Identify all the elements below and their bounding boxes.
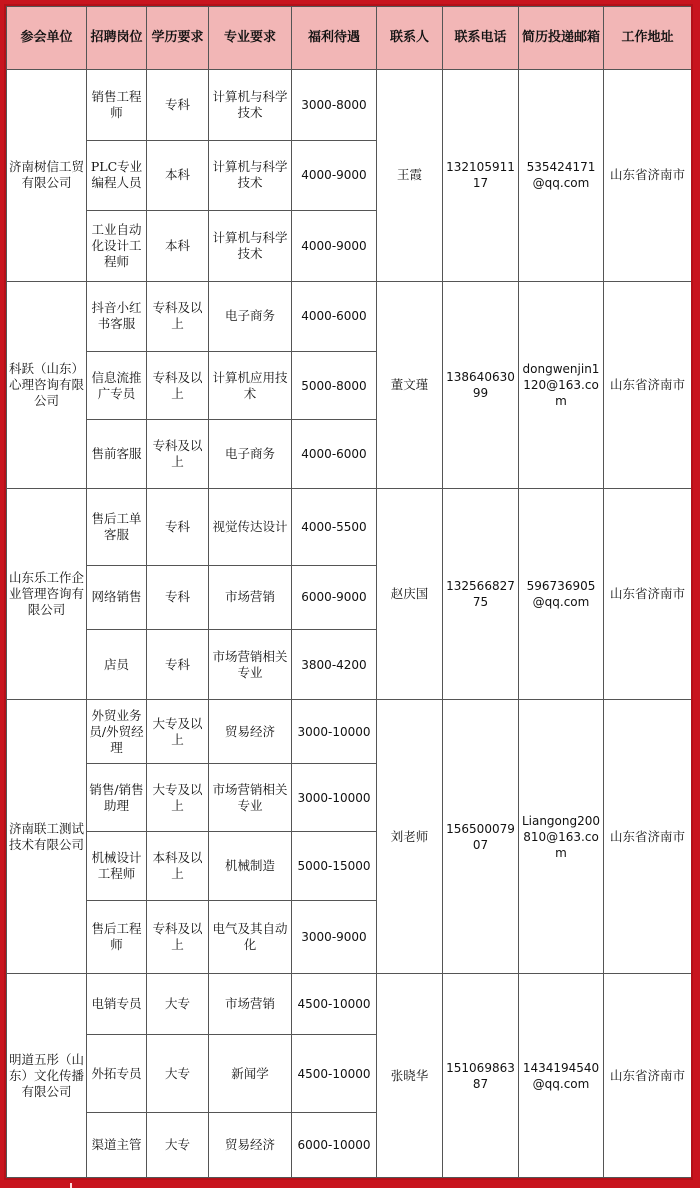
job-salary: 4000-6000 [292, 420, 377, 488]
job-salary: 4500-10000 [292, 974, 377, 1034]
resume-email: 596736905@qq.com [519, 488, 604, 700]
job-title: 外贸业务员/外贸经理 [87, 700, 147, 763]
table-row [7, 70, 692, 141]
job-title: 信息流推广专员 [87, 352, 147, 420]
table-row [7, 488, 692, 565]
job-salary: 3000-9000 [292, 900, 377, 974]
job-education: 大专 [147, 974, 209, 1034]
contact-phone: 15650007907 [443, 700, 519, 974]
header-email: 简历投递邮箱 [519, 7, 604, 70]
contact-person: 刘老师 [377, 700, 443, 974]
resume-email: 535424171@qq.com [519, 70, 604, 282]
contact-person: 赵庆国 [377, 488, 443, 700]
job-title: 网络销售 [87, 565, 147, 629]
header-position: 招聘岗位 [87, 7, 147, 70]
job-education: 专科 [147, 70, 209, 141]
job-salary: 3800-4200 [292, 629, 377, 700]
contact-phone: 13864063099 [443, 281, 519, 488]
job-salary: 4000-9000 [292, 140, 377, 211]
job-major: 市场营销相关专业 [209, 629, 292, 700]
job-education: 本科及以上 [147, 832, 209, 900]
contact-phone: 15106986387 [443, 974, 519, 1178]
job-title: 销售/销售助理 [87, 763, 147, 831]
job-salary: 4000-9000 [292, 211, 377, 282]
job-major: 电子商务 [209, 420, 292, 488]
job-major: 计算机与科学技术 [209, 70, 292, 141]
job-salary: 4000-5500 [292, 488, 377, 565]
job-education: 专科 [147, 629, 209, 700]
header-salary: 福利待遇 [292, 7, 377, 70]
job-title: 渠道主管 [87, 1113, 147, 1178]
header-address: 工作地址 [604, 7, 692, 70]
job-education: 大专及以上 [147, 700, 209, 763]
job-salary: 3000-8000 [292, 70, 377, 141]
header-major: 专业要求 [209, 7, 292, 70]
job-major: 计算机与科学技术 [209, 211, 292, 282]
job-title: 销售工程师 [87, 70, 147, 141]
job-major: 电子商务 [209, 281, 292, 352]
recruitment-table [6, 6, 692, 1178]
work-address: 山东省济南市 [604, 974, 692, 1178]
job-major: 视觉传达设计 [209, 488, 292, 565]
job-salary: 6000-9000 [292, 565, 377, 629]
job-major: 贸易经济 [209, 1113, 292, 1178]
company-name: 科跃（山东）心理咨询有限公司 [7, 281, 87, 488]
header-row [7, 7, 692, 70]
job-education: 本科 [147, 140, 209, 211]
job-major: 贸易经济 [209, 700, 292, 763]
work-address: 山东省济南市 [604, 488, 692, 700]
job-major: 计算机与科学技术 [209, 140, 292, 211]
job-salary: 3000-10000 [292, 763, 377, 831]
job-education: 大专及以上 [147, 763, 209, 831]
job-education: 大专 [147, 1034, 209, 1113]
job-education: 专科 [147, 488, 209, 565]
table-row [7, 974, 692, 1034]
contact-person: 张晓华 [377, 974, 443, 1178]
contact-person: 董文瑾 [377, 281, 443, 488]
job-title: 机械设计工程师 [87, 832, 147, 900]
job-education: 专科及以上 [147, 352, 209, 420]
job-major: 市场营销 [209, 974, 292, 1034]
resume-email: 1434194540@qq.com [519, 974, 604, 1178]
job-title: PLC专业编程人员 [87, 140, 147, 211]
job-salary: 3000-10000 [292, 700, 377, 763]
company-name: 济南联工测试技术有限公司 [7, 700, 87, 974]
job-salary: 5000-15000 [292, 832, 377, 900]
job-title: 售后工程师 [87, 900, 147, 974]
job-title: 售后工单客服 [87, 488, 147, 565]
recruitment-table-frame [4, 4, 693, 1180]
job-title: 售前客服 [87, 420, 147, 488]
company-name: 山东乐工作企业管理咨询有限公司 [7, 488, 87, 700]
resume-email: dongwenjin1120@163.com [519, 281, 604, 488]
job-title: 抖音小红书客服 [87, 281, 147, 352]
job-salary: 4000-6000 [292, 281, 377, 352]
company-name: 明道五彤（山东）文化传播有限公司 [7, 974, 87, 1178]
work-address: 山东省济南市 [604, 70, 692, 282]
work-address: 山东省济南市 [604, 281, 692, 488]
work-address: 山东省济南市 [604, 700, 692, 974]
table-row [7, 700, 692, 763]
contact-phone: 13256682775 [443, 488, 519, 700]
job-education: 专科及以上 [147, 900, 209, 974]
job-salary: 4500-10000 [292, 1034, 377, 1113]
job-education: 专科及以上 [147, 420, 209, 488]
header-company: 参会单位 [7, 7, 87, 70]
job-title: 店员 [87, 629, 147, 700]
job-education: 专科及以上 [147, 281, 209, 352]
job-education: 本科 [147, 211, 209, 282]
job-salary: 5000-8000 [292, 352, 377, 420]
job-major: 计算机应用技术 [209, 352, 292, 420]
job-title: 外拓专员 [87, 1034, 147, 1113]
job-title: 工业自动化设计工程师 [87, 211, 147, 282]
job-salary: 6000-10000 [292, 1113, 377, 1178]
resume-email: Liangong200810@163.com [519, 700, 604, 974]
job-title: 电销专员 [87, 974, 147, 1034]
company-name: 济南树信工贸有限公司 [7, 70, 87, 282]
table-row [7, 281, 692, 352]
header-phone: 联系电话 [443, 7, 519, 70]
job-education: 大专 [147, 1113, 209, 1178]
bottom-edge-mark [70, 1183, 72, 1188]
contact-person: 王霞 [377, 70, 443, 282]
job-education: 专科 [147, 565, 209, 629]
job-major: 新闻学 [209, 1034, 292, 1113]
header-contact: 联系人 [377, 7, 443, 70]
job-major: 机械制造 [209, 832, 292, 900]
header-education: 学历要求 [147, 7, 209, 70]
job-major: 市场营销 [209, 565, 292, 629]
job-major: 市场营销相关专业 [209, 763, 292, 831]
contact-phone: 13210591117 [443, 70, 519, 282]
job-major: 电气及其自动化 [209, 900, 292, 974]
